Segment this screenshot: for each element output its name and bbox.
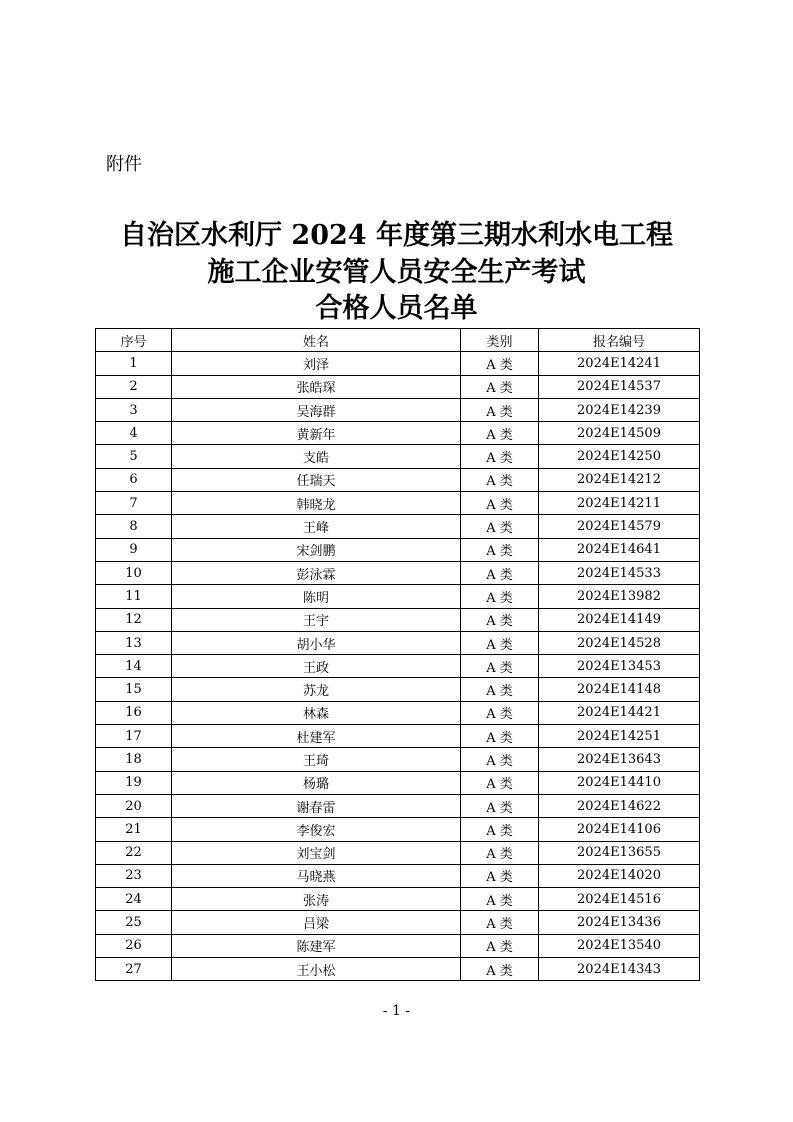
- cell-serial-number: 12: [96, 608, 172, 631]
- cell-name: 王峰: [172, 515, 461, 538]
- cell-serial-number: 11: [96, 585, 172, 608]
- cell-name: 杜建军: [172, 725, 461, 748]
- cell-serial-number: 18: [96, 748, 172, 771]
- cell-serial-number: 8: [96, 515, 172, 538]
- cell-name: 胡小华: [172, 631, 461, 654]
- cell-category: A 类: [461, 725, 539, 748]
- cell-category: A 类: [461, 631, 539, 654]
- attachment-label: 附件: [106, 154, 142, 175]
- cell-category: A 类: [461, 748, 539, 771]
- page-number: - 1 -: [382, 1003, 411, 1019]
- cell-registration-number: 2024E14509: [539, 422, 700, 445]
- cell-serial-number: 19: [96, 771, 172, 794]
- cell-name: 王琦: [172, 748, 461, 771]
- cell-category: A 类: [461, 888, 539, 911]
- header-serial-number: 序号: [96, 329, 172, 352]
- table-row: [96, 422, 700, 445]
- cell-serial-number: 17: [96, 725, 172, 748]
- cell-registration-number: 2024E14622: [539, 794, 700, 817]
- cell-name: 宋剑鹏: [172, 538, 461, 561]
- cell-registration-number: 2024E14239: [539, 398, 700, 421]
- cell-serial-number: 10: [96, 561, 172, 584]
- title-line-2: 施工企业安管人员安全生产考试: [207, 256, 586, 288]
- cell-serial-number: 5: [96, 445, 172, 468]
- cell-category: A 类: [461, 422, 539, 445]
- cell-name: 支皓: [172, 445, 461, 468]
- cell-category: A 类: [461, 655, 539, 678]
- header-registration-number: 报名编号: [539, 329, 700, 352]
- cell-name: 张涛: [172, 888, 461, 911]
- cell-serial-number: 9: [96, 538, 172, 561]
- cell-name: 李俊宏: [172, 818, 461, 841]
- cell-name: 谢春雷: [172, 794, 461, 817]
- cell-serial-number: 20: [96, 794, 172, 817]
- cell-name: 刘泽: [172, 352, 461, 375]
- cell-category: A 类: [461, 841, 539, 864]
- cell-category: A 类: [461, 352, 539, 375]
- cell-registration-number: 2024E14020: [539, 864, 700, 887]
- table-row: [96, 585, 700, 608]
- cell-serial-number: 4: [96, 422, 172, 445]
- cell-registration-number: 2024E14533: [539, 561, 700, 584]
- table-row: [96, 748, 700, 771]
- cell-category: A 类: [461, 678, 539, 701]
- cell-registration-number: 2024E13436: [539, 911, 700, 934]
- cell-serial-number: 24: [96, 888, 172, 911]
- cell-category: A 类: [461, 934, 539, 957]
- table-body: [96, 352, 700, 981]
- table-row: [96, 958, 700, 981]
- cell-registration-number: 2024E14211: [539, 492, 700, 515]
- cell-registration-number: 2024E14343: [539, 958, 700, 981]
- table-row: [96, 864, 700, 887]
- cell-registration-number: 2024E14251: [539, 725, 700, 748]
- cell-name: 张皓琛: [172, 375, 461, 398]
- table-header-row: [96, 329, 700, 352]
- cell-category: A 类: [461, 445, 539, 468]
- title-line-3: 合格人员名单: [315, 293, 478, 324]
- table-row: [96, 608, 700, 631]
- cell-name: 杨璐: [172, 771, 461, 794]
- cell-serial-number: 13: [96, 631, 172, 654]
- cell-category: A 类: [461, 398, 539, 421]
- table-row: [96, 701, 700, 724]
- table-row: [96, 934, 700, 957]
- cell-registration-number: 2024E14241: [539, 352, 700, 375]
- table-row: [96, 841, 700, 864]
- cell-category: A 类: [461, 864, 539, 887]
- cell-registration-number: 2024E14579: [539, 515, 700, 538]
- table-row: [96, 561, 700, 584]
- cell-category: A 类: [461, 515, 539, 538]
- cell-registration-number: 2024E14421: [539, 701, 700, 724]
- table-row: [96, 725, 700, 748]
- cell-registration-number: 2024E13540: [539, 934, 700, 957]
- cell-category: A 类: [461, 538, 539, 561]
- cell-serial-number: 3: [96, 398, 172, 421]
- title-line-1: 自治区水利厅 2024 年度第三期水利水电工程: [120, 220, 673, 251]
- table-row: [96, 655, 700, 678]
- cell-name: 吴海群: [172, 398, 461, 421]
- cell-category: A 类: [461, 771, 539, 794]
- cell-registration-number: 2024E14149: [539, 608, 700, 631]
- cell-category: A 类: [461, 585, 539, 608]
- cell-name: 韩晓龙: [172, 492, 461, 515]
- cell-registration-number: 2024E14148: [539, 678, 700, 701]
- table-row: [96, 771, 700, 794]
- cell-registration-number: 2024E13982: [539, 585, 700, 608]
- cell-category: A 类: [461, 492, 539, 515]
- cell-name: 刘宝剑: [172, 841, 461, 864]
- cell-name: 王小松: [172, 958, 461, 981]
- cell-serial-number: 7: [96, 492, 172, 515]
- cell-name: 林森: [172, 701, 461, 724]
- cell-serial-number: 15: [96, 678, 172, 701]
- header-name: 姓名: [172, 329, 461, 352]
- cell-registration-number: 2024E14528: [539, 631, 700, 654]
- cell-serial-number: 6: [96, 468, 172, 491]
- cell-category: A 类: [461, 794, 539, 817]
- table-row: [96, 538, 700, 561]
- cell-serial-number: 14: [96, 655, 172, 678]
- cell-name: 陈建军: [172, 934, 461, 957]
- cell-serial-number: 21: [96, 818, 172, 841]
- cell-serial-number: 23: [96, 864, 172, 887]
- header-category: 类别: [461, 329, 539, 352]
- table-row: [96, 818, 700, 841]
- cell-name: 吕梁: [172, 911, 461, 934]
- table-row: [96, 888, 700, 911]
- cell-category: A 类: [461, 375, 539, 398]
- table-row: [96, 492, 700, 515]
- table-row: [96, 398, 700, 421]
- cell-name: 王宇: [172, 608, 461, 631]
- cell-registration-number: 2024E14212: [539, 468, 700, 491]
- qualified-personnel-table: [95, 328, 700, 981]
- cell-registration-number: 2024E14106: [539, 818, 700, 841]
- table-row: [96, 515, 700, 538]
- cell-category: A 类: [461, 561, 539, 584]
- cell-name: 任瑞天: [172, 468, 461, 491]
- table-row: [96, 375, 700, 398]
- cell-registration-number: 2024E14410: [539, 771, 700, 794]
- table-row: [96, 678, 700, 701]
- cell-category: A 类: [461, 818, 539, 841]
- cell-category: A 类: [461, 911, 539, 934]
- cell-serial-number: 26: [96, 934, 172, 957]
- table-row: [96, 468, 700, 491]
- table-row: [96, 911, 700, 934]
- cell-category: A 类: [461, 958, 539, 981]
- cell-registration-number: 2024E13453: [539, 655, 700, 678]
- cell-serial-number: 16: [96, 701, 172, 724]
- table-row: [96, 352, 700, 375]
- cell-registration-number: 2024E14537: [539, 375, 700, 398]
- cell-registration-number: 2024E14250: [539, 445, 700, 468]
- cell-registration-number: 2024E13643: [539, 748, 700, 771]
- cell-serial-number: 27: [96, 958, 172, 981]
- cell-serial-number: 2: [96, 375, 172, 398]
- cell-serial-number: 25: [96, 911, 172, 934]
- cell-registration-number: 2024E13655: [539, 841, 700, 864]
- cell-name: 马晓燕: [172, 864, 461, 887]
- table-row: [96, 445, 700, 468]
- cell-registration-number: 2024E14641: [539, 538, 700, 561]
- table-row: [96, 794, 700, 817]
- cell-serial-number: 22: [96, 841, 172, 864]
- cell-serial-number: 1: [96, 352, 172, 375]
- cell-category: A 类: [461, 468, 539, 491]
- cell-name: 苏龙: [172, 678, 461, 701]
- cell-category: A 类: [461, 701, 539, 724]
- cell-name: 黄新年: [172, 422, 461, 445]
- cell-name: 王政: [172, 655, 461, 678]
- cell-name: 陈明: [172, 585, 461, 608]
- cell-category: A 类: [461, 608, 539, 631]
- cell-registration-number: 2024E14516: [539, 888, 700, 911]
- cell-name: 彭泳霖: [172, 561, 461, 584]
- document-title: [0, 218, 793, 328]
- table-row: [96, 631, 700, 654]
